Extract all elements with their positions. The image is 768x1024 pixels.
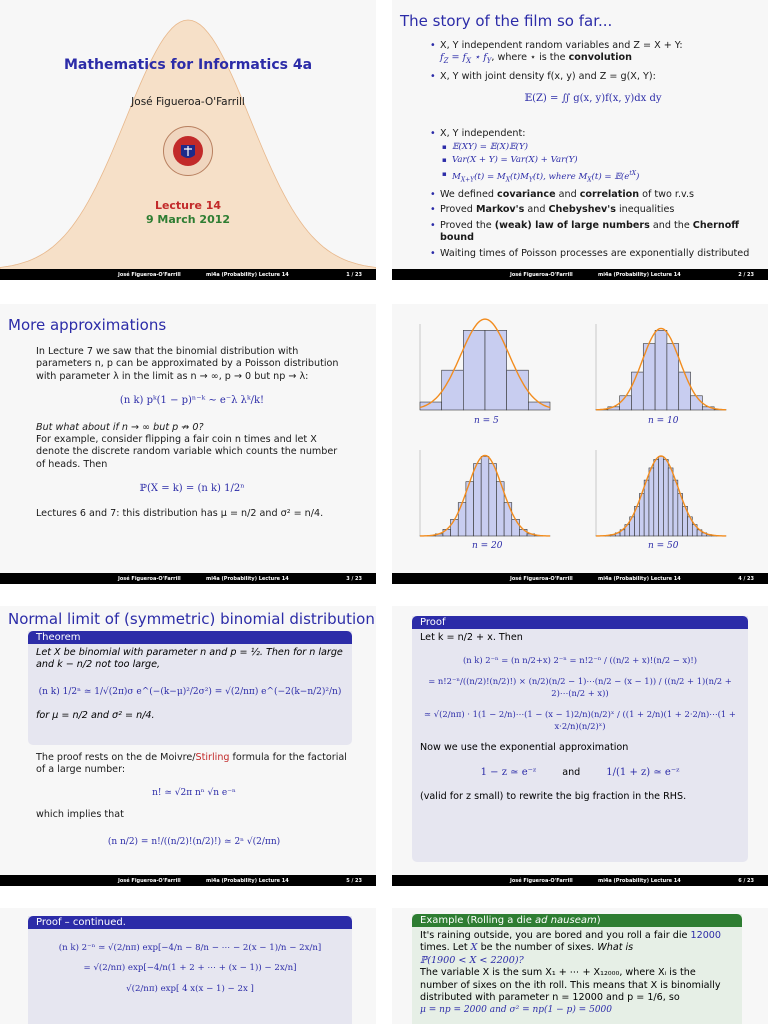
caption-n20: n = 20 <box>472 541 503 551</box>
proof-box <box>412 616 748 862</box>
slide-footer <box>0 573 376 584</box>
footer-course: mi4a (Probability) Lecture 14 <box>598 877 681 884</box>
footer-course: mi4a (Probability) Lecture 14 <box>206 877 289 884</box>
math-sub: Y <box>528 176 533 184</box>
slide-title: The story of the film so far... <box>400 12 613 30</box>
slide-body <box>36 752 352 848</box>
text: Example (Rolling a die <box>420 915 536 926</box>
math: ℙ(1900 < X < 2200)? <box>420 954 524 966</box>
sub-item <box>440 169 758 186</box>
histogram-bar <box>443 529 451 536</box>
proof-equation: √(2/nπ) exp[ 4 x(x − 1) − 2x ] <box>126 983 254 994</box>
paragraph: For example, consider flipping a fair coin n times and let X denote the discrete random variable which counts the number of heads. Then <box>36 434 338 470</box>
lecture-date: 9 March 2012 <box>145 213 231 226</box>
math-sup: tX <box>629 169 637 177</box>
example-box <box>412 914 742 1024</box>
footer-author: José Figueroa-O'Farrill <box>510 575 573 582</box>
proof-box <box>28 916 352 1024</box>
question: But what about if n → ∞ but p ↛ 0? <box>36 421 204 433</box>
math: X <box>470 942 478 954</box>
caption-n10: n = 10 <box>648 416 679 426</box>
recap-item <box>428 40 758 68</box>
recap-item <box>428 71 758 83</box>
math: = f <box>448 52 467 64</box>
histogram-bar <box>668 468 673 536</box>
histogram-bar <box>620 396 632 410</box>
recap-item: • Proved Markov's and Chebyshev's inequalities <box>428 204 758 216</box>
footer-author: José Figueroa-O'Farrill <box>118 271 181 278</box>
footer-author: José Figueroa-O'Farrill <box>510 271 573 278</box>
proof-equation: (n k) 2⁻ⁿ ≃ √(2/nπ) exp[−4/n − 8/n − ⋯ − 2(x − 1)/n − 2x/n] <box>58 943 322 953</box>
slide-1-title <box>0 0 376 280</box>
footer-course: mi4a (Probability) Lecture 14 <box>598 271 681 278</box>
text: ad nauseam <box>535 915 597 926</box>
central-binomial-equation: (n n/2) = n!/((n/2)!(n/2)!) ≃ 2ⁿ √(2/πn) <box>107 836 281 847</box>
histogram-bar <box>519 529 527 536</box>
stirling-link[interactable]: Stirling <box>195 752 230 763</box>
paragraph: μ = np = 2000 and σ² = np(1 − p) = 5000 <box>420 1005 612 1016</box>
slide-footer <box>392 573 768 584</box>
slide-title: More approximations <box>8 316 167 334</box>
stirling-equation: n! ≃ √2π nⁿ √n e⁻ⁿ <box>152 787 236 798</box>
math-sub: X <box>466 57 472 66</box>
footer-page: 1 / 23 <box>346 271 362 278</box>
and-text: and <box>562 766 581 778</box>
example-heading <box>412 914 742 927</box>
recap-item: • Waiting times of Poisson processes are exponentially distributed <box>428 248 758 260</box>
text: ) <box>596 915 601 926</box>
poisson-limit-equation: (n k) pᵏ(1 − p)ⁿ⁻ᵏ ∼ e⁻λ λᵏ/k! <box>119 395 265 407</box>
footer-page: 5 / 23 <box>346 877 362 884</box>
histogram-bar <box>644 480 649 536</box>
paragraph: The variable X is the sum X₁ + ⋯ + X₁₂₀₀₀, where Xᵢ is the number of sixes on the ith roll. This means that X is binomially distributed with parameter n = 12000 and p = 1/6, so <box>420 967 721 1004</box>
slide-footer <box>0 875 376 886</box>
slide-4-histograms <box>392 304 768 584</box>
lecture-number: Lecture 14 <box>154 199 222 212</box>
approx-equations <box>420 767 740 779</box>
histogram-bar <box>474 464 482 536</box>
footer-page: 4 / 23 <box>738 575 754 582</box>
caption-n50: n = 50 <box>648 541 679 551</box>
sub-item: ▪ 𝔼(XY) = 𝔼(X)𝔼(Y) <box>440 142 758 153</box>
slide-footer <box>392 269 768 280</box>
talk-title: Mathematics for Informatics 4a <box>63 57 313 73</box>
histogram-bar <box>504 503 512 536</box>
histogram-bar <box>663 459 668 536</box>
footer-course: mi4a (Probability) Lecture 14 <box>598 575 681 582</box>
theorem-equation: (n k) 1/2ⁿ ≃ 1/√(2π)σ e^(−(k−μ)²/2σ²) = √(2/nπ) e^(−2(k−n/2)²/n) <box>38 686 342 697</box>
author-name: José Figueroa-O'Farrill <box>131 96 245 108</box>
slide-2-recap <box>392 0 768 280</box>
recap-item: • We defined covariance and correlation of two r.v.s <box>428 189 758 201</box>
footer-author: José Figueroa-O'Farrill <box>118 575 181 582</box>
slide-3-approximations <box>0 304 376 584</box>
recap-item: • Proved the (weak) law of large numbers and the Chernoff bound <box>428 220 758 245</box>
math-sub: X <box>587 176 592 184</box>
recap-list <box>428 40 758 263</box>
histogram-bar <box>654 459 659 536</box>
slide-7-proof-continued <box>0 908 376 1024</box>
theorem-heading: Theorem <box>28 631 352 644</box>
proof-equation: = √(2/nπ) exp[−4/n(1 + 2 + ⋯ + (x − 1)) − 2x/n] <box>83 963 297 974</box>
footer-page: 2 / 23 <box>738 271 754 278</box>
histogram-bar <box>691 396 703 410</box>
histogram-bar <box>673 480 678 536</box>
histogram-bar <box>679 372 691 410</box>
histogram-bar <box>458 503 466 536</box>
math-sub: Y <box>486 57 492 66</box>
slide-footer <box>392 875 768 886</box>
theorem-text: for μ = n/2 and σ² = n/4. <box>36 710 155 722</box>
university-seal <box>163 126 213 176</box>
recap-text: X, Y with joint density f(x, y) and Z = g(X, Y): <box>440 70 656 82</box>
footer-course: mi4a (Probability) Lecture 14 <box>206 271 289 278</box>
slide-body <box>36 346 348 520</box>
paragraph: (valid for z small) to rewrite the big fraction in the RHS. <box>420 791 687 803</box>
math: (t) = M <box>474 171 506 182</box>
approx-equation: 1/(1 + z) ≃ e⁻ᶻ <box>606 766 680 778</box>
math: f <box>440 52 444 64</box>
histogram-bar <box>512 519 520 536</box>
histogram-bar <box>489 464 497 536</box>
theorem-box <box>28 631 352 745</box>
text: It's raining outside, you are bored and you roll a fair die <box>420 930 691 941</box>
proof-heading: Proof – continued. <box>28 916 352 929</box>
math: (t)M <box>509 171 529 182</box>
paragraph: Lectures 6 and 7: this distribution has μ = n/2 and σ² = n/4. <box>36 507 324 519</box>
text: be the number of sixes. <box>477 942 598 954</box>
seal-emblem-icon <box>164 127 212 175</box>
binomial-pmf-equation: ℙ(X = k) = (n k) 1/2ⁿ <box>139 483 245 495</box>
footer-author: José Figueroa-O'Farrill <box>510 877 573 884</box>
math: ) <box>636 171 640 182</box>
recap-text: , where ⋆ is the <box>491 52 569 64</box>
math: M <box>452 171 461 182</box>
footer-course: mi4a (Probability) Lecture 14 <box>206 575 289 582</box>
histogram-bar <box>659 456 664 536</box>
binomial-histograms <box>392 304 768 572</box>
caption-n5: n = 5 <box>474 416 499 426</box>
recap-item <box>428 128 758 186</box>
paragraph: which implies that <box>36 809 124 821</box>
paragraph: Let k = n/2 + x. Then <box>420 632 523 643</box>
text: What is <box>597 942 634 954</box>
histogram-bar <box>507 370 529 410</box>
histogram-bar <box>631 372 643 410</box>
paragraph: Now we use the exponential approximation <box>420 742 629 754</box>
proof-equation: = n!2⁻ⁿ/((n/2)!(n/2)!) × (n/2)(n/2 − 1)⋯(n/2 − (x − 1)) / ((n/2 + 1)(n/2 + 2)⋯(n/2 + x)) <box>428 675 732 699</box>
text: times. Let <box>420 942 471 954</box>
theorem-text: Let X be binomial with parameter n and p = ½. Then for n large and k − n/2 not too large, <box>36 647 343 671</box>
histogram-bar <box>451 519 459 536</box>
slide-8-example <box>392 908 768 1024</box>
text: formula for the factorial of a large number: <box>36 752 347 776</box>
text: The proof rests on the de Moivre/ <box>36 752 196 763</box>
recap-text: X, Y independent: <box>440 127 526 139</box>
slide-6-proof <box>392 606 768 886</box>
paragraph: In Lecture 7 we saw that the binomial distribution with parameters n, p can be approximated by a Poisson distribution with parameter λ in the limit as n → ∞, p → 0 but np → λ: <box>36 346 339 382</box>
slide-5-normal-limit <box>0 606 376 886</box>
math: (t) = 𝔼(e <box>591 171 630 182</box>
footer-page: 3 / 23 <box>346 575 362 582</box>
math: ⋆ f <box>471 52 487 64</box>
number: 12000 <box>690 930 722 941</box>
footer-author: José Figueroa-O'Farrill <box>118 877 181 884</box>
proof-equation: ≃ √(2/nπ) · 1(1 − 2/n)⋯(1 − (x − 1)2/n)(n/2)ˣ / ((1 + 2/n)(1 + 2·2/n)⋯(1 + x·2/n)(n/2)ˣ) <box>424 708 736 732</box>
math-sub: Z <box>443 57 449 66</box>
recap-term: convolution <box>568 52 632 64</box>
math: (t), where M <box>532 171 588 182</box>
paragraph <box>36 752 352 777</box>
math-sub: X+Y <box>460 176 475 184</box>
histogram-bar <box>649 468 654 536</box>
expectation-equation: 𝔼(Z) = ∬ g(x, y)f(x, y)dx dy <box>524 93 662 105</box>
recap-text: X, Y independent random variables and Z = X + Y: <box>440 40 683 51</box>
histogram-bar <box>442 370 464 410</box>
sub-item: ▪ Var(X + Y) = Var(X) + Var(Y) <box>440 155 758 166</box>
histogram-bar <box>655 330 667 410</box>
slide-footer <box>0 269 376 280</box>
histogram-bar <box>481 456 489 536</box>
approx-equation: 1 − z ≃ e⁻ᶻ <box>480 766 537 778</box>
slide-title: Normal limit of (symmetric) binomial distribution <box>8 610 375 628</box>
footer-page: 6 / 23 <box>738 877 754 884</box>
proof-equation: (n k) 2⁻ⁿ = (n n/2+x) 2⁻ⁿ = n!2⁻ⁿ / ((n/2 + x)!(n/2 − x)!) <box>462 655 698 666</box>
paragraph <box>420 930 734 967</box>
proof-heading: Proof <box>412 616 748 629</box>
math-sub: X <box>505 176 510 184</box>
